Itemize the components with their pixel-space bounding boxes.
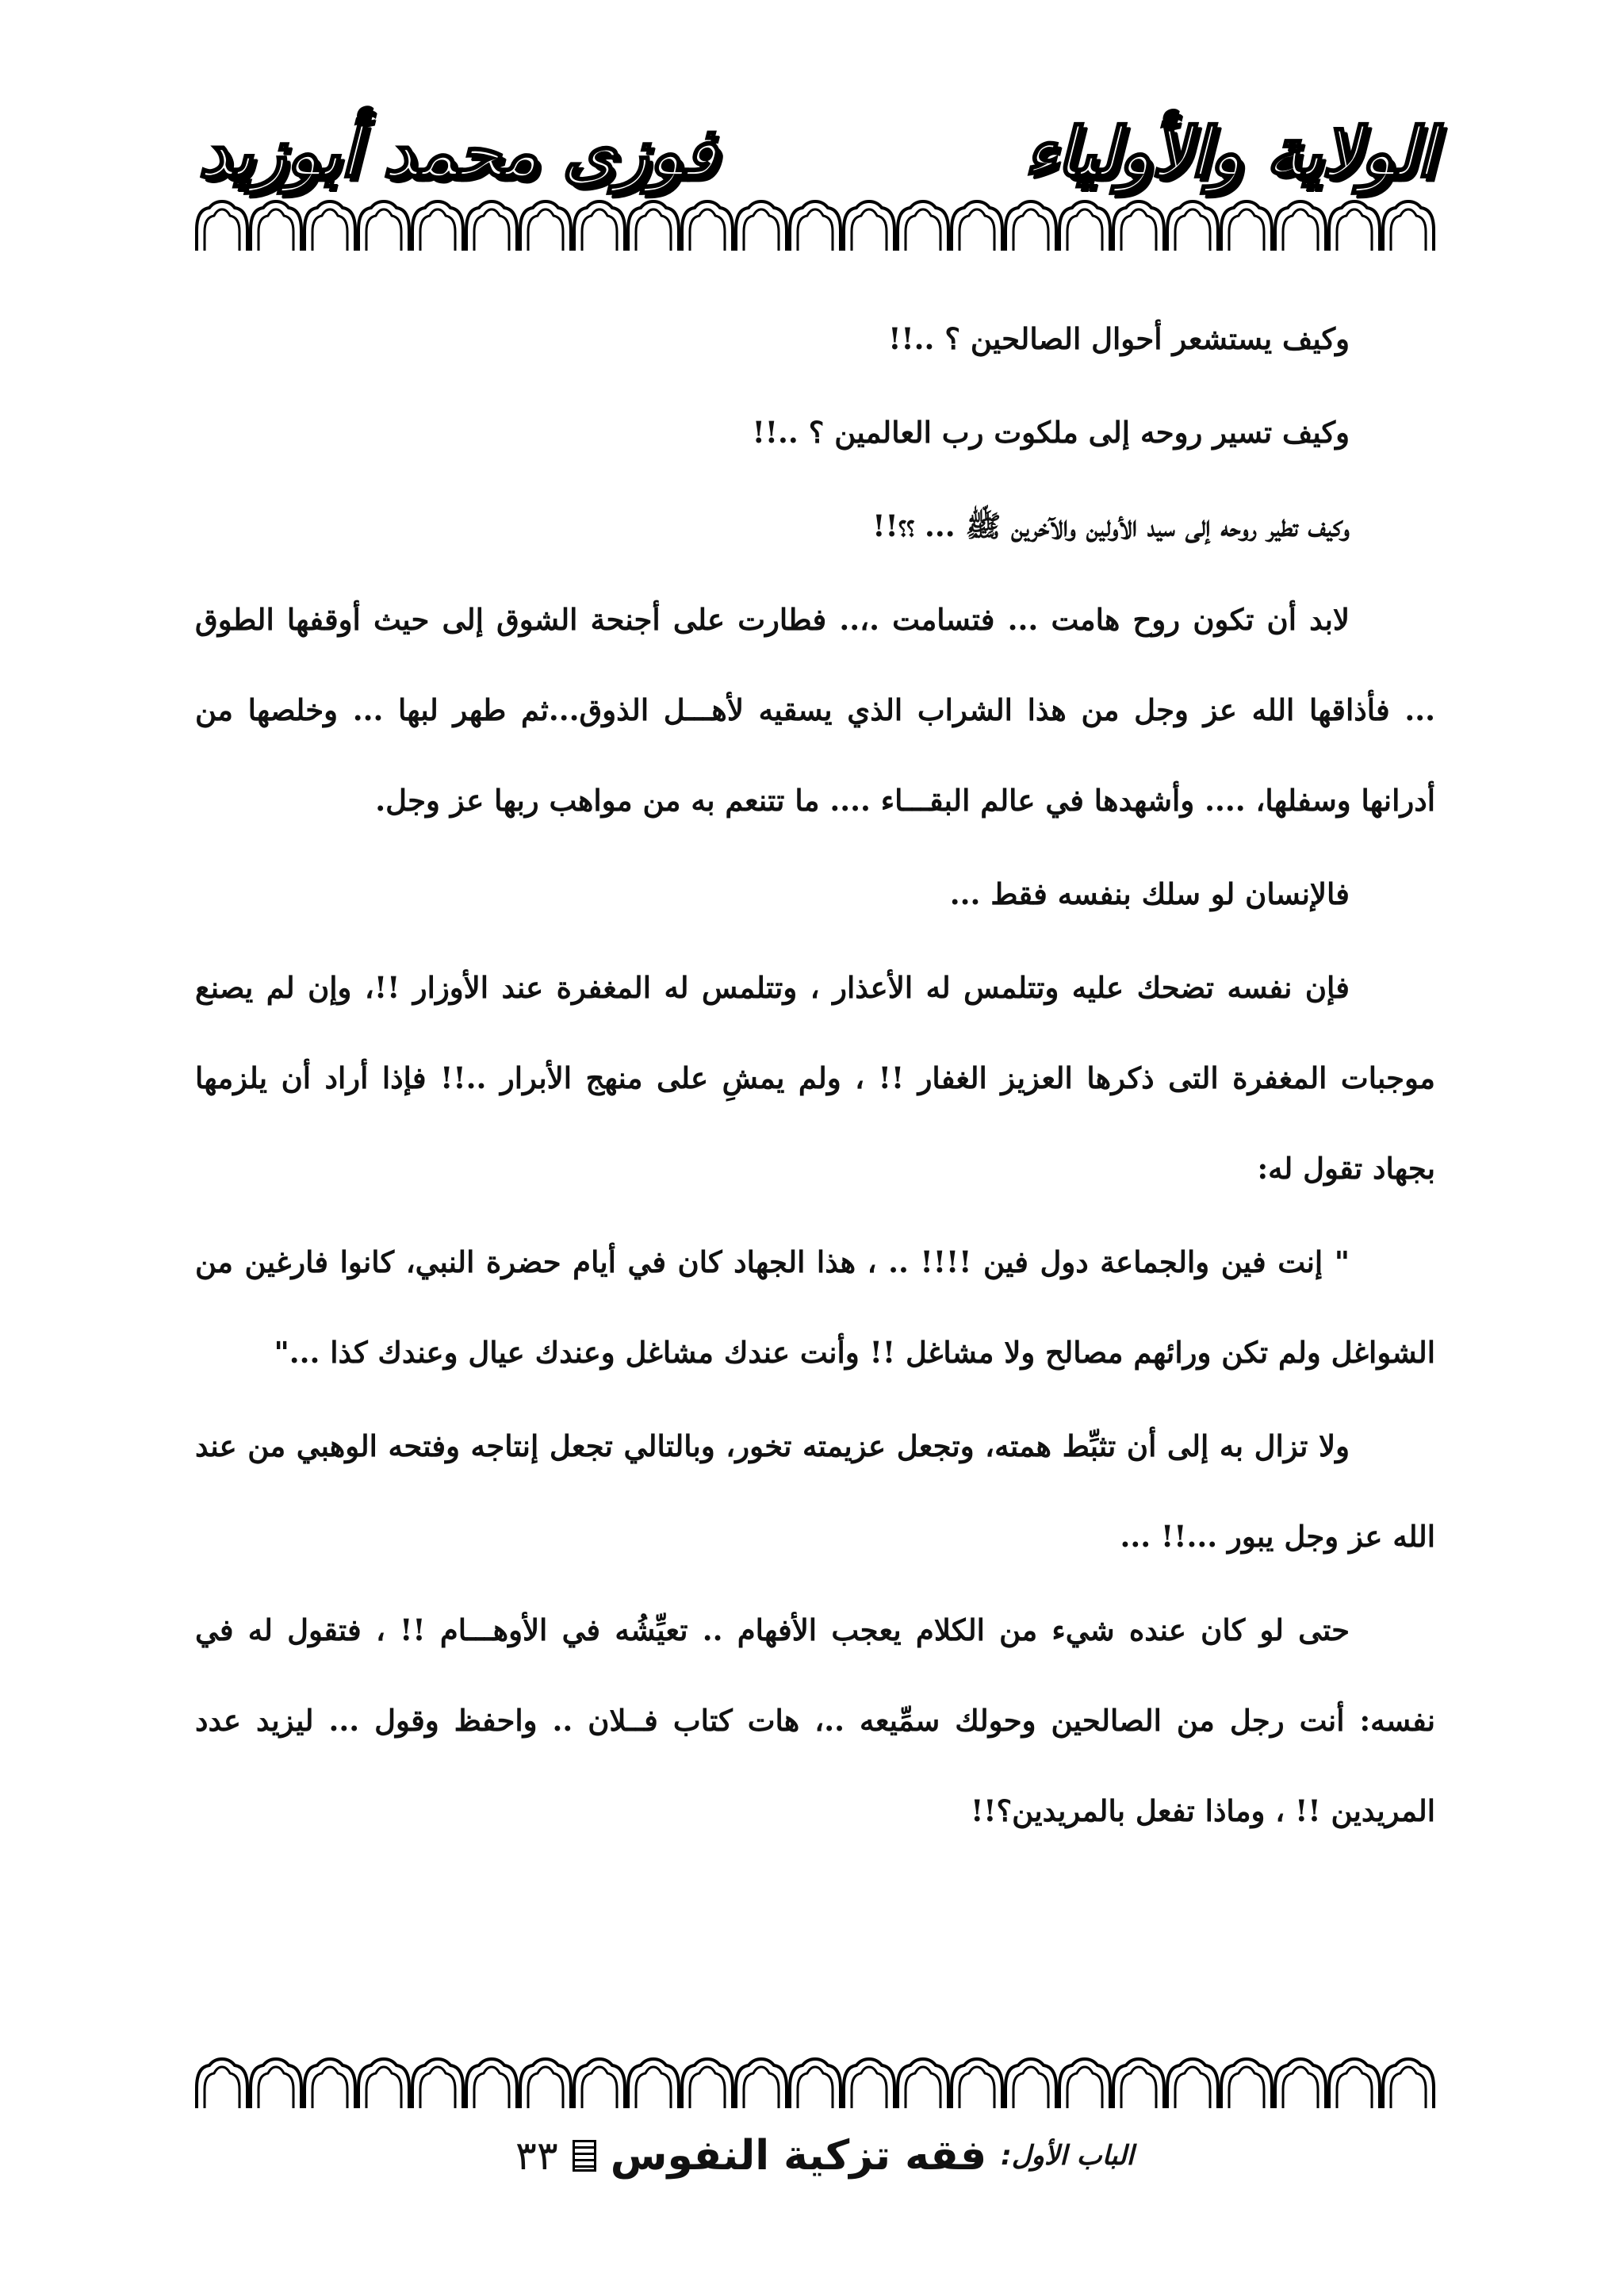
author-name: فوزى محمد أبوزيد: [198, 113, 717, 193]
paragraph: ولا تزال به إلى أن تثبِّط همته، وتجعل عزيمته تخور، وبالتالي تجعل إنتاجه وفتحه الوهبي من عند الله عز وجل يبور ...!! ...: [195, 1428, 1435, 1554]
paragraph: لابد أن تكون روح هامت ... فتسامت .،.. فطارت على أجنحة الشوق إلى حيث أوقفها الطوق ... فأذاقها الله عز وجل من هذا الشراب الذي يسقيه لأهـــل الذوق...ثم طهر لبها ... وخلصها من أدرانها وسفلها، .... وأشهدها في عالم البقـــاء .... ما تتنعم به من مواهب ربها عز وجل.: [195, 602, 1435, 818]
paragraph: فإن نفسه تضحك عليه وتتلمس له الأعذار ، وتتلمس له المغفرة عند الأوزار !!، وإن لم يصنع موجبات المغفرة التى ذكرها العزيز الغفار !! ، ولم يمشِ على منهج الأبرار ..!! فإذا أراد أن يلزمها بجهاد تقول له:: [195, 970, 1435, 1186]
main-text: [195, 293, 1435, 1859]
paragraph: وكيف تسير روحه إلى ملكوت رب العالمين ؟ ..!!: [752, 415, 1350, 450]
paragraph: حتى لو كان عنده شيء من الكلام يعجب الأفهام .. تعيِّشُه في الأوهـــام !! ، فتقول له في نفسه: أنت رجل من الصالحين وحولك سمِّيعه ..، هات كتاب فــلان .. واحفظ وقول ... ليزيد عدد المريدين !! ، وماذا تفعل بالمريدين؟!!: [195, 1612, 1435, 1828]
ornamental-border-bottom: [195, 2056, 1435, 2111]
page-number: ٣٣: [515, 2133, 558, 2179]
ornamental-border-top: [195, 198, 1435, 254]
chapter-subject: فقه تزكية النفوس: [610, 2132, 987, 2180]
page-lines-icon: [573, 2140, 596, 2172]
arch-border-bottom-icon: [195, 2056, 1435, 2111]
paragraph: وكيف تطير روحه إلى سيد الأولين والآخرين ﷺ ... ؟؟!!: [872, 508, 1350, 543]
arch-border-top-icon: [195, 198, 1435, 254]
paragraph: فالإنسان لو سلك بنفسه فقط ...: [949, 876, 1350, 911]
page-header: [198, 109, 1435, 197]
paragraph: " إنت فين والجماعة دول فين !!!! .. ، هذا الجهاد كان في أيام حضرة النبي، كانوا فارغين من الشواغل ولم تكن ورائهم مصالح ولا مشاغل !! وأنت عندك مشاغل وعندك عيال وعندك كذا ...": [195, 1244, 1435, 1370]
chapter-label: الباب الأول:: [1001, 2140, 1134, 2172]
paragraph: وكيف يستشعر أحوال الصالحين ؟ ..!!: [888, 321, 1350, 356]
book-title: الولاية والأولياء: [1024, 113, 1435, 193]
page-footer: [508, 2126, 1142, 2186]
